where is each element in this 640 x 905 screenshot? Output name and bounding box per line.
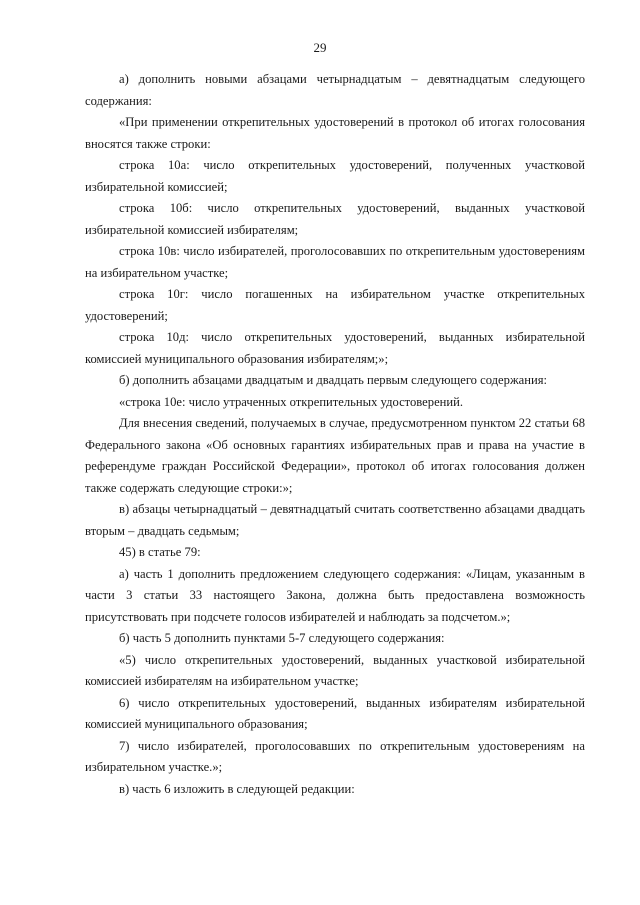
paragraph-part-1: а) часть 1 дополнить предложением следующего содержания: «Лицам, указанным в части 3 статьи 33 настоящего Закона, должна быть предоставлена возможность присутствовать при подсчете голосов избирателей и наблюдать за подсчетом.»;: [85, 566, 585, 624]
paragraph-quote-intro: «При применении открепительных удостоверений в протокол об итогах голосования вносятся также строки:: [85, 115, 585, 151]
paragraph-amend-v: в) абзацы четырнадцатый – девятнадцатый считать соответственно абзацами двадцать вторым – двадцать седьмым;: [85, 502, 585, 538]
paragraph-line-10b: строка 10б: число открепительных удостоверений, выданных участковой избирательной комиссией избирателям;: [85, 201, 585, 237]
paragraph-line-10d: строка 10д: число открепительных удостоверений, выданных избирательной комиссией муниципального образования избирателям;»;: [85, 330, 585, 366]
paragraph-item-6: 6) число открепительных удостоверений, выданных избирателям избирательной комиссией муниципального образования;: [85, 695, 585, 731]
paragraph-line-10v: строка 10в: число избирателей, проголосовавших по открепительным удостоверениям на избирательном участке;: [85, 244, 585, 280]
paragraph-amend-b: б) дополнить абзацами двадцатым и двадцать первым следующего содержания:: [119, 373, 548, 387]
paragraph-federal-law: Для внесения сведений, получаемых в случае, предусмотренном пунктом 22 статьи 68 Федерального закона «Об основных гарантиях избирательных прав и права на участие в референдуме граждан Российской Федерации», протокол об итогах голосования должен также содержать следующие строки:»;: [85, 416, 585, 495]
paragraph-item-5: «5) число открепительных удостоверений, выданных участковой избирательной комиссией избирателям на избирательном участке;: [85, 652, 585, 688]
paragraph-amend-a: а) дополнить новыми абзацами четырнадцатым – девятнадцатым следующего содержания:: [85, 72, 585, 108]
paragraph-item-7: 7) число избирателей, проголосовавших по открепительным удостоверениям на избирательном участке.»;: [85, 738, 585, 774]
paragraph-line-10g: строка 10г: число погашенных на избирательном участке открепительных удостоверений;: [85, 287, 585, 323]
paragraph-part-5: б) часть 5 дополнить пунктами 5-7 следующего содержания:: [119, 631, 445, 645]
paragraph-part-6: в) часть 6 изложить в следующей редакции:: [119, 781, 355, 796]
page-number: 29: [313, 40, 327, 55]
paragraph-article-79: 45) в статье 79:: [119, 545, 201, 559]
document-body: [85, 69, 585, 800]
paragraph-line-10e: «строка 10е: число утраченных открепительных удостоверений.: [119, 394, 464, 409]
paragraph-line-10a: строка 10а: число открепительных удостоверений, полученных участковой избирательной комиссией;: [85, 158, 585, 194]
